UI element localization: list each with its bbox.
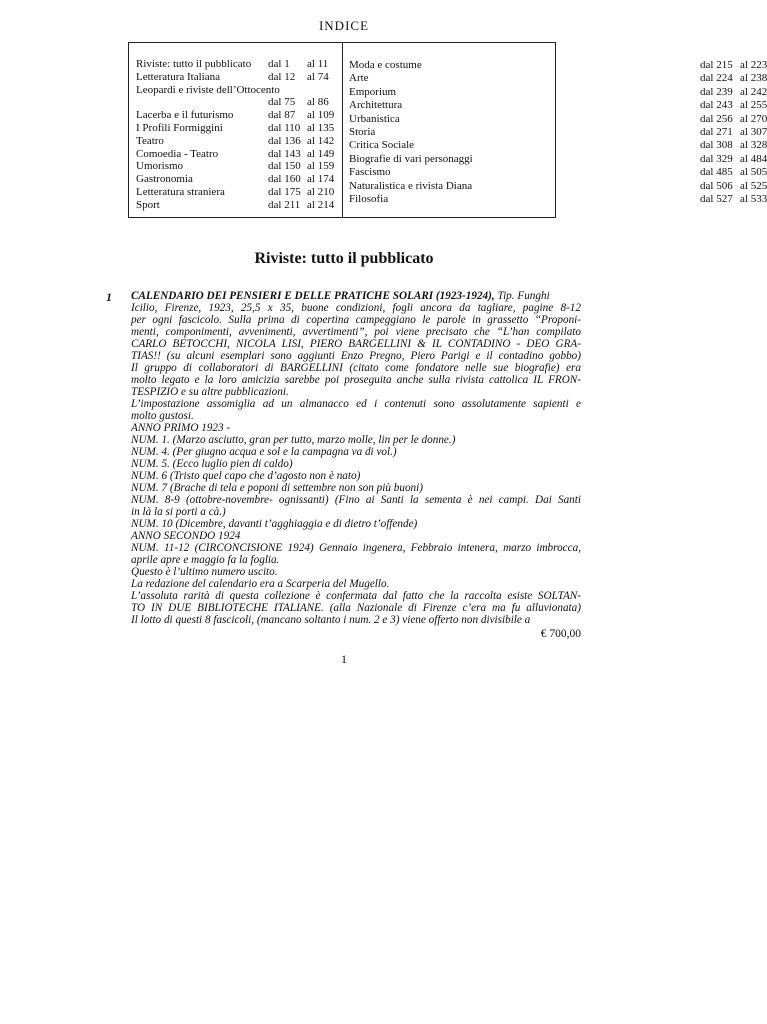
index-entry-name: Urbanistica: [349, 112, 400, 125]
entry-line: La redazione del calendario era a Scarperia del Mugello.: [131, 578, 390, 590]
index-entry-from: dal 1: [268, 58, 290, 70]
index-entry-to: al 214: [307, 198, 335, 211]
index-entry-to: al 74: [307, 70, 329, 83]
index-entry-from: dal 75: [268, 96, 296, 109]
index-entry-to: al 149: [307, 147, 335, 160]
entry-line: in là la si porti a cà.): [131, 506, 226, 518]
entry-line: NUM. 8-9 (ottobre-novembre- ognissanti) (Fino ai Santi la sementa è nei campi. Dai Santi: [131, 494, 581, 506]
index-entry-name: Lacerba e il futurismo: [136, 109, 234, 122]
entry-line: NUM. 7 (Brache di tela e poponi di settembre non son più buoni): [131, 482, 423, 494]
index-entry-from: dal 12: [268, 70, 296, 83]
entry-number: 1: [106, 290, 112, 304]
index-entry-name: Storia: [349, 126, 376, 138]
index-entry-from: dal 160: [268, 173, 301, 186]
index-entry-from: dal 215: [700, 59, 733, 71]
entry-first-line: [131, 290, 581, 302]
entry-line: NUM. 10 (Dicembre, davanti t’agghiaggia e di dietro t’offende): [131, 518, 418, 530]
index-entry-to: al 86: [307, 96, 329, 109]
index-entry-from: dal 256: [700, 112, 733, 125]
index-entry-name: I Profili Formiggini: [136, 122, 223, 134]
entry-title: CALENDARIO DEI PENSIERI E DELLE PRATICHE SOLARI (1923-1924),: [131, 290, 495, 302]
index-entry-from: dal 211: [268, 198, 301, 211]
index-entry-name: Filosofia: [349, 193, 389, 205]
index-entry-to: al 142: [307, 134, 335, 147]
index-entry-to: al 328: [740, 139, 767, 152]
index-entry-name: Moda e costume: [349, 59, 422, 71]
index-entry-from: dal 224: [700, 72, 733, 85]
index-entry-from: dal 136: [268, 134, 301, 147]
index-entry-name: Emporium: [349, 85, 397, 98]
index-entry-from: dal 329: [700, 152, 733, 165]
entry-line: NUM. 5. (Ecco luglio pien di caldo): [131, 458, 293, 470]
index-entry-name: Arte: [349, 72, 369, 85]
index-entry-name: Architettura: [349, 99, 403, 112]
index-entry-name: Fascismo: [349, 166, 391, 179]
index-entry-from: dal 271: [700, 126, 733, 138]
entry-line: TIAS!! (su alcuni esemplari sono aggiunti Enzo Pregno, Piero Parigi e il contadino gobbo): [131, 350, 581, 362]
entry-text: [131, 302, 581, 626]
page-title: INDICE: [318, 18, 370, 33]
entry-line: TESPIZIO e su altre pubblicazioni.: [131, 386, 289, 398]
entry-line: menti, componimenti, avvenimenti, avvertimenti”, poi viene precisato che “L’han compilato: [131, 326, 581, 338]
index-entry-name: Umorismo: [136, 160, 184, 173]
entry-line: L’impostazione assomiglia ad un almanacco ed i contenuti sono assolutamente sapienti e: [131, 398, 581, 410]
entry-line: CARLO BETOCCHI, NICOLA LISI, PIERO BARGELLINI & IL CONTADINO - DEO GRA-: [131, 338, 581, 350]
index-column-divider: [342, 43, 343, 217]
index-entry-from: dal 506: [700, 179, 733, 192]
index-entry-to: al 174: [307, 173, 335, 186]
index-entry-to: al 11: [307, 58, 329, 70]
entry-line: ANNO SECONDO 1924: [131, 530, 241, 542]
index-entry-name: Teatro: [136, 134, 164, 147]
index-entry-to: al 242: [740, 85, 767, 98]
index-entry-to: al 307: [740, 126, 767, 138]
index-entry-name: Naturalistica e rivista Diana: [349, 179, 473, 192]
index-entry-to: al 484: [740, 152, 767, 165]
index-entry-name: Letteratura Italiana: [136, 70, 220, 83]
index-entry-to: al 210: [307, 186, 335, 198]
entry-line: NUM. 1. (Marzo asciutto, gran per tutto, marzo molle, lin per le donne.): [131, 434, 456, 446]
entry-title-rest: Tip. Funghi: [494, 290, 550, 302]
index-table: [128, 42, 767, 218]
index-entry-from: dal 150: [268, 160, 301, 173]
entry-price: € 700,00: [540, 628, 581, 640]
index-entry-to: al 223: [740, 59, 767, 71]
index-entry-from: dal 485: [700, 166, 733, 179]
entry-line: molto gustosi.: [131, 410, 194, 422]
index-entry-name: Gastronomia: [136, 173, 193, 186]
index-entry-to: al 159: [307, 160, 335, 173]
index-entry-to: al 135: [307, 122, 335, 134]
index-entry-to: al 238: [740, 72, 767, 85]
index-entry-name: Riviste: tutto il pubblicato: [136, 58, 252, 70]
entry-line: L’assoluta rarità di questa collezione è confermata dal fatto che la raccolta esiste SOLTAN-: [131, 590, 581, 602]
index-entry-to: al 270: [740, 112, 767, 125]
index-entry-from: dal 110: [268, 122, 301, 134]
index-entry-from: dal 308: [700, 139, 733, 152]
page-number: 1: [341, 652, 347, 666]
entry-line: Il gruppo di collaboratori di BARGELLINI (citato come fondatore nelle sue biografie) era: [131, 362, 581, 374]
entry-line: Il lotto di questi 8 fascicoli, (mancano soltanto i num. 2 e 3) viene offerto non divisibile a: [131, 614, 531, 626]
entry-line: molto legato e la loro amicizia sarebbe poi proseguita anche sulla rivista cattolica IL FRON-: [131, 374, 581, 386]
index-entry-to: al 533: [740, 193, 767, 205]
index-entry-name: Sport: [136, 198, 160, 211]
entry-line: Icilio, Firenze, 1923, 25,5 x 35, buone condizioni, fogli ancora da tagliare, pagine 8-12: [131, 302, 581, 314]
index-entry-from: dal 175: [268, 186, 301, 198]
entry-line: ANNO PRIMO 1923 -: [131, 422, 231, 434]
index-entry-to: al 255: [740, 99, 767, 112]
section-title: Riviste: tutto il pubblicato: [254, 250, 434, 267]
entry-line: Questo è l’ultimo numero uscito.: [131, 566, 278, 578]
index-entry-name: Leopardi e riviste dell’Ottocento: [136, 83, 280, 96]
index-entry-from: dal 243: [700, 99, 733, 112]
index-entry-to: al 525: [740, 179, 767, 192]
index-entry-from: dal 527: [700, 193, 733, 205]
index-entry-from: dal 87: [268, 109, 296, 122]
entry-body: [131, 290, 581, 626]
index-entry-name: Biografie di vari personaggi: [349, 152, 473, 165]
entry-line: NUM. 11-12 (CIRCONCISIONE 1924) Gennaio ingenera, Febbraio intenera, marzo imbrocca,: [131, 542, 581, 554]
entry-line: aprile apre e maggio fa la foglia.: [131, 554, 280, 566]
index-entry-to: al 109: [307, 109, 335, 122]
index-entry-from: dal 143: [268, 147, 301, 160]
index-entry-to: al 505: [740, 166, 767, 179]
index-entry-name: Critica Sociale: [349, 139, 415, 152]
entry-line: TO IN DUE BIBLIOTECHE ITALIANE. (alla Nazionale di Firenze c’era ma fu alluvionata): [131, 602, 581, 614]
entry-line: per ogni fascicolo. Sulla prima di copertina campeggiano le parole in grassetto “Proponi-: [131, 314, 581, 326]
entry-line: NUM. 6 (Tristo quel capo che d’agosto non è nato): [131, 470, 361, 482]
index-entry-name: Comoedia - Teatro: [136, 147, 219, 160]
entry-line: NUM. 4. (Per giugno acqua e sol e la campagna va di vol.): [131, 446, 397, 458]
index-entry-name: Letteratura straniera: [136, 186, 225, 198]
index-entry-from: dal 239: [700, 85, 733, 98]
